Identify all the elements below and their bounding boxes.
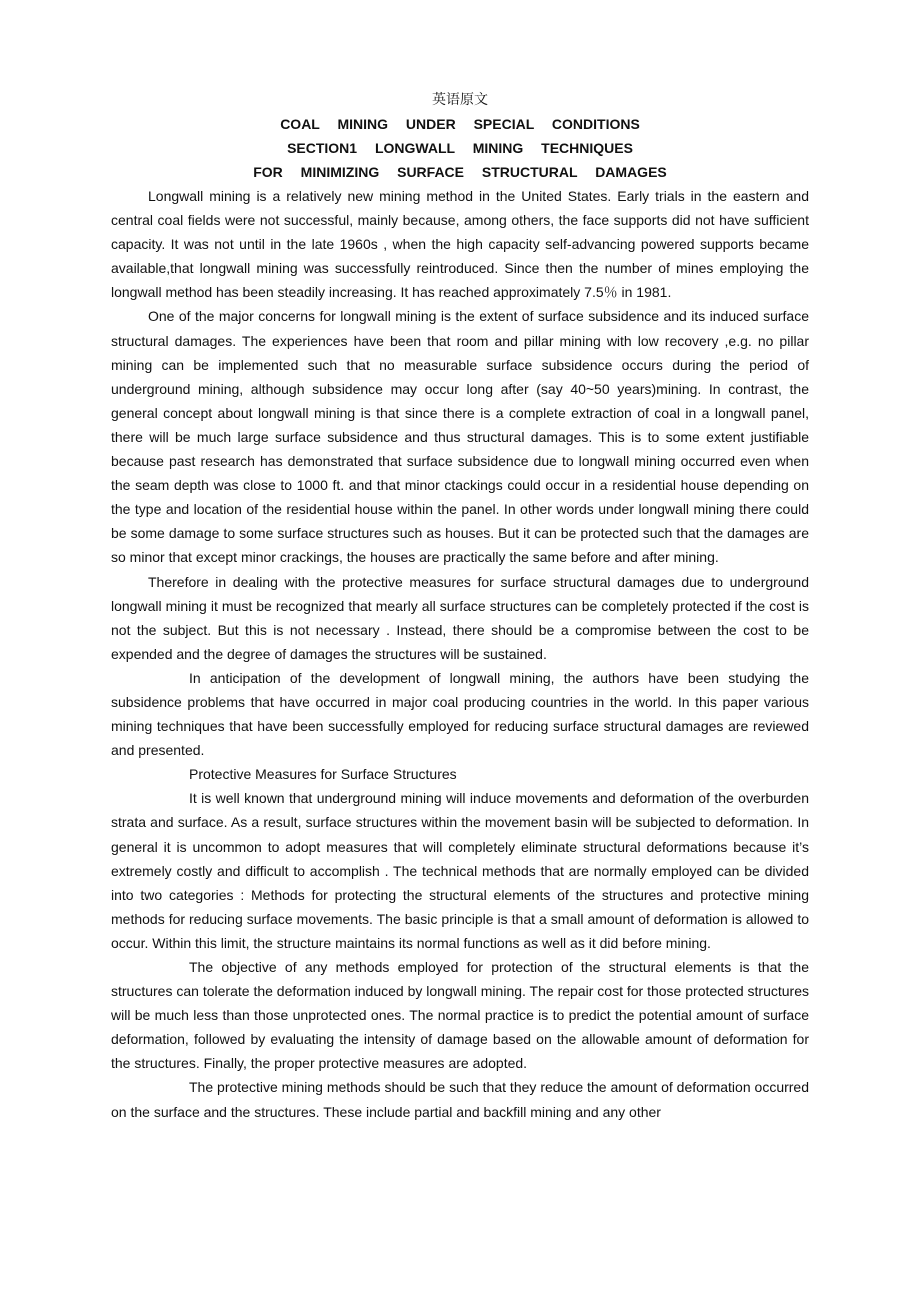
paragraph-concerns: One of the major concerns for longwall mining is the extent of surface subsidence and its induced surface structural damages. The experiences have been that room and pillar mining with low recovery ,e.g. no pillar mining can be implemented such that no measurable surface subsidence occurs during the period of underground mining, although subsidence may occur long after (say 40~50 years)mining. In contrast, the general concept about longwall mining is that since there is a complete extraction of coal in a longwall panel, there will be much large surface subsidence and thus structural damages. This is to some extent justifiable because past research has demonstrated that surface subsidence due to longwall mining occurred even when the seam depth was close to 1000 ft. and that minor ctackings could occur in a residential house depending on the type and location of the residential house within the panel. In other words under longwall mining there could be some damage to some surface structures such as houses. But it can be protected such that the damages are so minor that except minor crackings, the houses are practically the same before and after mining. [111, 308, 809, 566]
title-line-2: SECTION1 LONGWALL MINING TECHNIQUES [287, 140, 633, 156]
paragraph-objective: The objective of any methods employed for protection of the structural elements is that the structures can tolerate the deformation induced by longwall mining. The repair cost for those protected structures will be much less than those unprotected ones. The normal practice is to predict the potential amount of surface deformation, followed by evaluating the intensity of damage based on the allowable amount of deformation for the structures. Finally, the proper protective measures are adopted. [111, 959, 809, 1072]
title-line-1: COAL MINING UNDER SPECIAL CONDITIONS [280, 116, 640, 132]
document-label: 英语原文 [432, 92, 488, 108]
paragraph-overburden: It is well known that underground mining will induce movements and deformation of the overburden strata and surface. As a result, surface structures within the movement basin will be subjected to deformation. In general it is uncommon to adopt measures that will completely eliminate structural deformations because it’s extremely costly and difficult to accomplish . The technical methods that are normally employed can be divided into two categories : Methods for protecting the structural elements of the structures and protective mining methods for reducing surface movements. The basic principle is that a small amount of deformation is allowed to occur. Within this limit, the structure maintains its normal functions as well as it did before mining. [111, 790, 809, 951]
paragraph-anticipation: In anticipation of the development of longwall mining, the authors have been studying the subsidence problems that have occurred in major coal producing countries in the world. In this paper various mining techniques that have been successfully employed for reducing surface structural damages are reviewed and presented. [111, 669, 809, 759]
paragraph-protective-measures: Therefore in dealing with the protective measures for surface structural damages due to underground longwall mining it must be recognized that mearly all surface structures can be completely protected if the cost is not the subject. But this is not necessary . Instead, there should be a compromise between the cost to be expended and the degree of damages the structures will be sustained. [111, 573, 809, 662]
title-line-3: FOR MINIMIZING SURFACE STRUCTURAL DAMAGES [253, 164, 667, 180]
section-subheading: Protective Measures for Surface Structures [189, 766, 457, 783]
paragraph-intro: Longwall mining is a relatively new mining method in the United States. Early trials in the eastern and central coal fields were not successful, mainly because, among others, the face supports did not have sufficient capacity. It was not until in the late 1960s , when the high capacity self-advancing powered supports became available,that longwall mining was successfully reintroduced. Since then the number of mines employing the longwall method has been steadily increasing. It has reached approximately 7.5％ in 1981. [111, 188, 809, 301]
paragraph-protective-mining: The protective mining methods should be such that they reduce the amount of deformation occurred on the surface and the structures. These include partial and backfill mining and any other [111, 1079, 809, 1120]
document-page [111, 88, 809, 1124]
